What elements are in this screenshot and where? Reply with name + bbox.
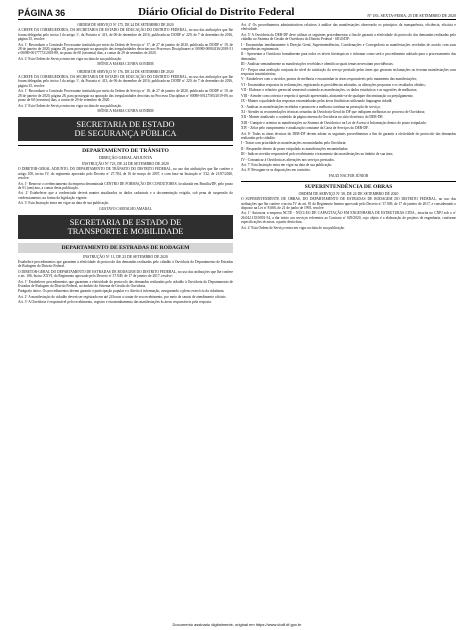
order-175-paragraph: Art. 1º Reconduzir a Comissão Processante instituída por meio da Ordem de Serviço nº 17, de 27 de janeiro de 2020, publicada no DODF nº 19, de 28 de janeiro de 2020, página 28, para prosseguir na apuração das irregularidades descritas nos Processos Disciplinares nº 00080-00084136/2018-51 e 00080-00177772/2018-88, no prazo de 60 (sessenta) dias, a contar de 29 de setembro de 2020. (18, 42, 233, 56)
instruction-723-paragraph: Art. 1º Renovar o credenciamento da empresa denominada CENTRO DE FORMAÇÃO DE CONDUTORES, localizada em Brasília/DF, pelo prazo de 01 (um) ano, a contar desta publicação. (18, 181, 233, 190)
order-175-paragraph: A CHEFE DA CORREGEDORIA, DA SECRETARIA DE ESTADO DE EDUCAÇÃO DO DISTRITO FEDERAL, no uso das atribuições que lhe foram delegadas pelo inciso I do artigo 1º, da Portaria nº 413, de 06 de dezembro de 2016, publicada no DODF nº 229, de 7 de dezembro de 2016, página 35, resolve: (18, 28, 233, 42)
article-text: Art. 7º Esta Instrução entra em vigor na data de sua publicação. (241, 162, 333, 167)
section-band-line: SECRETARIA DE ESTADO (76, 120, 175, 130)
left-column (18, 23, 233, 306)
article-text: IV - Comunicar à Ouvidoria as alterações nos serviços prestados. (241, 157, 335, 162)
article-text: V - Estabelecer com o ouvidor, pontos de melhoria e encaminhar às áreas responsáveis pelo tratamento das manifestações; (241, 77, 418, 82)
article-text: III - Analisar semanalmente as manifestações recebidas e identificar quais temas necessitam providências; (241, 62, 394, 67)
order-176-signature: MÔNICA MARIA CUNHA GONDIM (97, 108, 154, 113)
instruction-11-paragraph: Art. 2º A manifestação do cidadão deverá ser registrada em até 24 horas a contar de seu recebimento, por meio de canais de atendimento oficiais. (18, 294, 227, 299)
section-band-security (18, 117, 233, 141)
order-38-paragraph: Art. 2º Esta Ordem de Serviço entra em vigor na data de sua publicação. (241, 225, 345, 230)
article-text: Art. 6º Todas as áreas técnicas do DER-DF devem adotar os seguintes procedimentos a fim de garantir a efetividade do protocolo das demandas realizadas pelo cidadão: (241, 131, 456, 140)
order-176-paragraph: Art. 1º Reconduzir a Comissão Processante instituída por meio da Ordem de Serviço nº 18, de 27 de janeiro de 2020, publicada no DODF nº 19, de 28 de janeiro de 2020, página 28, para prosseguir na apuração das irregularidades descritas no Processo Disciplinar nº 00080-00127583/2019-09, no prazo de 60 (sessenta) dias, a contar de 29 de setembro de 2020. (18, 89, 233, 103)
article-text: II - Apresentar a Ouvidoria formalmente para todos os níveis hierárquicos e informar como será o procedimento adotado para o processamento das demandas; (241, 52, 456, 61)
instruction-11-paragraph: Art. 3º A Ouvidoria é responsável pelo recebimento, registro e encaminhamento das manifestações às áreas responsáveis pela resposta. (18, 300, 212, 305)
instruction-11-paragraph: Art. 1º Estabelecer procedimentos que garantem a efetividade do protocolo das demandas realizadas pelo cidadão à Ouvidoria do Departamento de Estradas de Rodagem do Distrito Federal, no âmbito do Sistema de Gestão de Ouvidoria. (18, 279, 233, 288)
columns (18, 23, 456, 306)
order-38-title: ORDEM DE SERVIÇO Nº 38, DE 24 DE SETEMBRO DE 2020 (298, 192, 399, 197)
edition-info: Nº 183, SEXTA-FEIRA, 25 DE SETEMBRO DE 2020 (367, 13, 456, 18)
page-number: PÁGINA 36 (18, 8, 66, 18)
order-176-paragraph: Art. 2º Esta Ordem de Serviço entra em vigor na data de sua publicação. (18, 103, 122, 108)
instruction-11-title: INSTRUÇÃO Nº 11, DE 23 DE SETEMBRO DE 2020 (83, 254, 168, 259)
article-text: I - Encaminhar imediatamente à Direção Geral, Superintendências, Coordenações e Corregedoria as manifestações recebidas de acordo com suas competências regimentais; (241, 42, 456, 52)
page-footer: Documento assinado digitalmente, original em https://www.dodf.df.gov.br (172, 622, 302, 627)
instruction-11-articles (241, 23, 456, 173)
order-176-paragraph: A CHEFE DA CORREGEDORIA, DA SECRETARIA DE ESTADO DE EDUCAÇÃO DO DISTRITO FEDERAL, no uso das atribuições que lhe foram delegadas pelo inciso I do artigo 1º, da Portaria nº 413, de 06 de dezembro de 2016, publicada no DODF nº 229, de 7 de dezembro de 2016, página 35, resolve: (18, 75, 233, 88)
instruction-723-title: INSTRUÇÃO Nº 723, DE 24 DE SETEMBRO DE 2020 (82, 162, 169, 167)
article-text: XII - Manter atualizado o conteúdo da página interna da Ouvidoria no sítio eletrônico do DER-DF; (241, 115, 384, 120)
instruction-723-paragraph: O DIRETOR-GERAL ADJUNTO, DO DEPARTAMENTO DE TRÂNSITO DO DISTRITO FEDERAL, no uso das atribuições que lhe confere o artigo 100, inciso IV, do regimento aprovado pelo Decreto nº 27.784, de 16 de março de 2007, e com base na Instrução nº 532, de 21/07/2020, resolve: (18, 167, 233, 181)
article-text: VI - Encaminhar respostas às reclamações, registrando as providências adotadas, as alterações propostas e os resultados obtidos; (241, 82, 426, 87)
order-175-title: ORDEM DE SERVIÇO Nº 175, DE 24 DE SETEMBRO DE 2020 (77, 23, 174, 27)
dept-title-obras: SUPERINTENDÊNCIA DE OBRAS (241, 181, 456, 190)
section-band-line: SECRETARIA DE ESTADO DE (69, 217, 182, 227)
article-text: IV - Propor uma avaliação conjunta do nível de satisfação do serviço prestado pelas áreas que geraram reclamações ou tiveram manifestações com respostas insatisfatórias; (241, 67, 456, 77)
instruction-11-paragraph: Estabelece procedimentos que garantem a efetividade do protocolo das demandas realizadas pelo cidadão à Ouvidoria do Departamento de Estradas de Rodagem do Distrito Federal. (18, 259, 233, 269)
instruction-11-signature: FAUZI NACFUR JÚNIOR (328, 173, 369, 178)
article-text: Art. 5º A Ouvidoria do DER-DF deve utilizar os seguintes procedimentos a fim de garantir a efetividade do protocolo das demandas realizadas pelo cidadão no Sistema de Gestão de Ouvidoria do Distrito Federal - SIGO/DF: (241, 32, 456, 42)
article-text: XIV - Zelar pelo cumprimento e atualização constante da Carta de Serviços do DER-DF. (241, 126, 369, 131)
article-text: I - Tratar com prioridade as manifestações encaminhadas pela Ouvidoria; (241, 141, 347, 146)
page-header (18, 6, 456, 20)
article-text: II - Responder dentro do prazo estipulado as manifestações encaminhadas; (241, 146, 349, 151)
article-text: XIII - Cumprir e orientar as manifestações no Sistema de Ouvidoria e na Lei de Acesso à Informação dentro do prazo estipulado; (241, 120, 427, 125)
instruction-11-paragraph: O DIRETOR-GERAL DO DEPARTAMENTO DE ESTRADAS DE RODAGEM DO DISTRITO FEDERAL, no uso das atribuições que lhe confere o art. 106, Inciso XXVI, do Regimento aprovado pelo Decreto nº 37.949, de 17 de janeiro de 2017, resolve: (18, 269, 233, 279)
section-band-line: DE SEGURANÇA PÚBLICA (74, 129, 177, 139)
order-175-paragraph: Art. 2º Esta Ordem de Serviço entra em vigor na data de sua publicação. (18, 56, 122, 61)
order-38-paragraph: O SUPERINTENDENTE DE OBRAS, DO DEPARTAMENTO DE ESTRADAS DE RODAGEM DO DISTRITO FEDERAL, no uso das atribuições que lhe confere o inciso IV do art. 81 do Regimento Interno aprovado pelo Decreto nº 37.949, de 17 de janeiro de 2017, e considerando o disposto na Lei nº 8.666, de 21 de junho de 1993, resolve: (241, 197, 456, 210)
article-text: Art. 4º Os procedimentos administrativos relativos à análise das manifestações observarão os princípios da transparência, eficiência, eficácia e efetividade. (241, 23, 456, 32)
instruction-723-signature: GUSTAVO CARVALHO AMARAL (99, 206, 152, 211)
article-text: X - Analisar as manifestações recebidas e promover a melhoria contínua na prestação do serviço; (241, 104, 381, 109)
article-text: XI - Atender as recomendações técnicas oriundas da Ouvidoria-Geral do DF que indiquem melhorias no processo de Ouvidoria; (241, 109, 426, 114)
article-text: III - Indicar servidor responsável pelo recebimento e tratamento das manifestações no âmbito de sua área; (241, 152, 393, 157)
right-column (241, 23, 456, 306)
dept-title-detran: DEPARTAMENTO DE TRÂNSITO (18, 145, 233, 154)
article-text: Art. 8º Revogam-se as disposições em contrário. (241, 168, 311, 173)
instruction-723-paragraph: Art. 2º Estabelecer que a credenciada deverá manter atualizados os dados cadastrais e a documentação exigida, sob pena de suspensão do credenciamento, na forma da legislação vigente. (18, 191, 233, 200)
instruction-723-paragraph: Art. 3º Esta Instrução entra em vigor na data de sua publicação. (18, 201, 110, 206)
article-text: VII - Elaborar o relatório gerencial semestral contendo as manifestações, os dados estatísticos e as sugestões de melhorias; (241, 88, 418, 93)
article-text: VIII - Atender com cortesia e respeito à questão apresentada, afastando-se de qualquer discriminação ou prejulgamento; (241, 93, 414, 98)
section-band-transport (18, 215, 233, 239)
journal-title: Diário Oficial do Distrito Federal (138, 6, 295, 18)
instruction-11-paragraph: Parágrafo único. Os procedimentos devem garantir a participação popular e o direito à informação, assegurando o pleno exercício da cidadania. (18, 289, 225, 294)
dept-title-der: DEPARTAMENTO DE ESTRADAS DE RODAGEM (18, 243, 233, 253)
section-band-line: TRANSPORTE E MOBILIDADE (67, 226, 184, 236)
article-text: IX - Manter a qualidade das respostas encaminhadas pelas áreas finalísticas utilizando linguagem cidadã; (241, 99, 393, 104)
order-175-signature: MÔNICA MARIA CUNHA GONDIM (97, 62, 154, 67)
dept-subtitle: DIREÇÃO GERAL ADJUNTA (98, 155, 153, 161)
order-38-paragraph: Art. 1º Autorizar a empresa NCTE - NÚCLEO DE CAPACITAÇÃO EM ENGENHARIA DE ESTRUTURAS LTDA., inscrita no CNPJ sob o nº 26.042.135/0001-54, a dar início aos serviços referentes ao Contrato nº 029/2020, cujo objeto é a elaboração de projetos de engenharia, conforme especificações técnicas, a partir desta data. (241, 211, 456, 225)
order-176-title: ORDEM DE SERVIÇO Nº 176, DE 24 DE SETEMBRO DE 2020 (77, 69, 174, 74)
